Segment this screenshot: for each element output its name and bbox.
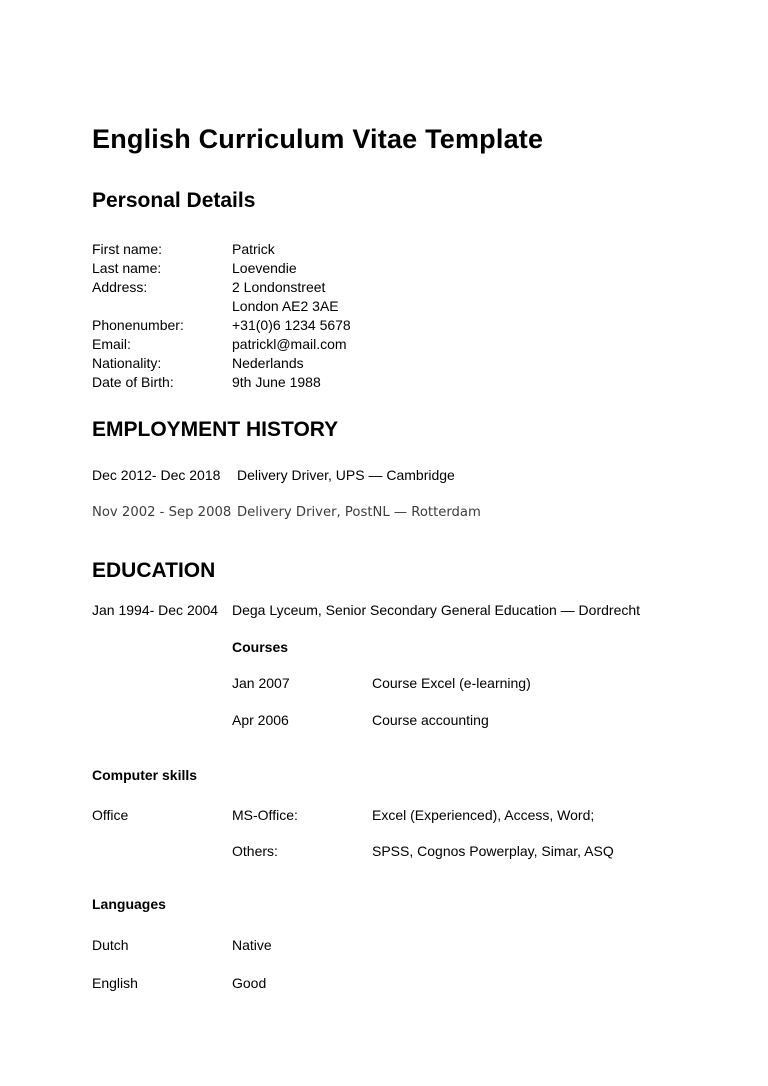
courses-block [232, 639, 718, 729]
computer-skill-row [92, 807, 718, 824]
detail-label: Email: [92, 336, 131, 353]
section-heading-employment-history: EMPLOYMENT HISTORY [92, 418, 339, 442]
section-heading-personal-details: Personal Details [92, 189, 256, 213]
course-date: Jan 2007 [232, 674, 290, 691]
detail-label [92, 297, 232, 316]
courses-heading: Courses [232, 638, 289, 655]
detail-label: Date of Birth: [92, 374, 174, 391]
employment-entry [92, 467, 718, 484]
employment-role: Delivery Driver, PostNL — Rotterdam [237, 505, 481, 521]
personal-details-list [92, 240, 718, 392]
course-name: Course Excel (e-learning) [372, 674, 531, 691]
skill-label: Others: [232, 842, 278, 859]
employment-period: Dec 2012- Dec 2018 [92, 467, 221, 484]
section-heading-education: EDUCATION [92, 559, 216, 583]
language-level: Good [232, 974, 267, 991]
employment-role: Delivery Driver, UPS — Cambridge [237, 467, 455, 484]
language-level: Native [232, 936, 272, 953]
education-period: Jan 1994- Dec 2004 [92, 601, 219, 618]
employment-period: Nov 2002 - Sep 2008 [92, 505, 232, 521]
skill-value: Excel (Experienced), Access, Word; [372, 806, 595, 823]
skill-label: MS-Office: [232, 806, 298, 823]
education-description: Dega Lyceum, Senior Secondary General Education — Dordrecht [232, 601, 641, 618]
detail-label: Address: [92, 279, 148, 296]
detail-label: Phonenumber: [92, 317, 184, 334]
detail-label: Nationality: [92, 355, 162, 372]
computer-skills-heading: Computer skills [92, 766, 198, 783]
skill-category: Office [92, 806, 129, 823]
detail-label: Last name: [92, 260, 162, 277]
language-name: English [92, 974, 138, 991]
education-entry [92, 602, 718, 619]
languages-heading: Languages [92, 895, 166, 912]
language-row [92, 937, 718, 954]
detail-value: London AE2 3AE [232, 298, 339, 315]
language-row [92, 975, 718, 992]
document-title: English Curriculum Vitae Template [92, 124, 544, 154]
course-entry [232, 712, 718, 729]
language-name: Dutch [92, 936, 129, 953]
detail-value: +31(0)6 1234 5678 [232, 317, 351, 334]
detail-value: Nederlands [232, 355, 304, 372]
detail-value: Patrick [232, 241, 275, 258]
employment-entry [92, 504, 718, 521]
detail-value: 9th June 1988 [232, 374, 321, 391]
course-entry [232, 675, 718, 692]
detail-value: patrickl@mail.com [232, 336, 347, 353]
course-date: Apr 2006 [232, 711, 289, 728]
computer-skill-row [92, 843, 718, 860]
detail-value: Loevendie [232, 260, 297, 277]
course-name: Course accounting [372, 711, 489, 728]
detail-value: 2 Londonstreet [232, 279, 326, 296]
detail-label: First name: [92, 241, 163, 258]
skill-value: SPSS, Cognos Powerplay, Simar, ASQ [372, 842, 614, 859]
skill-category [92, 843, 232, 860]
